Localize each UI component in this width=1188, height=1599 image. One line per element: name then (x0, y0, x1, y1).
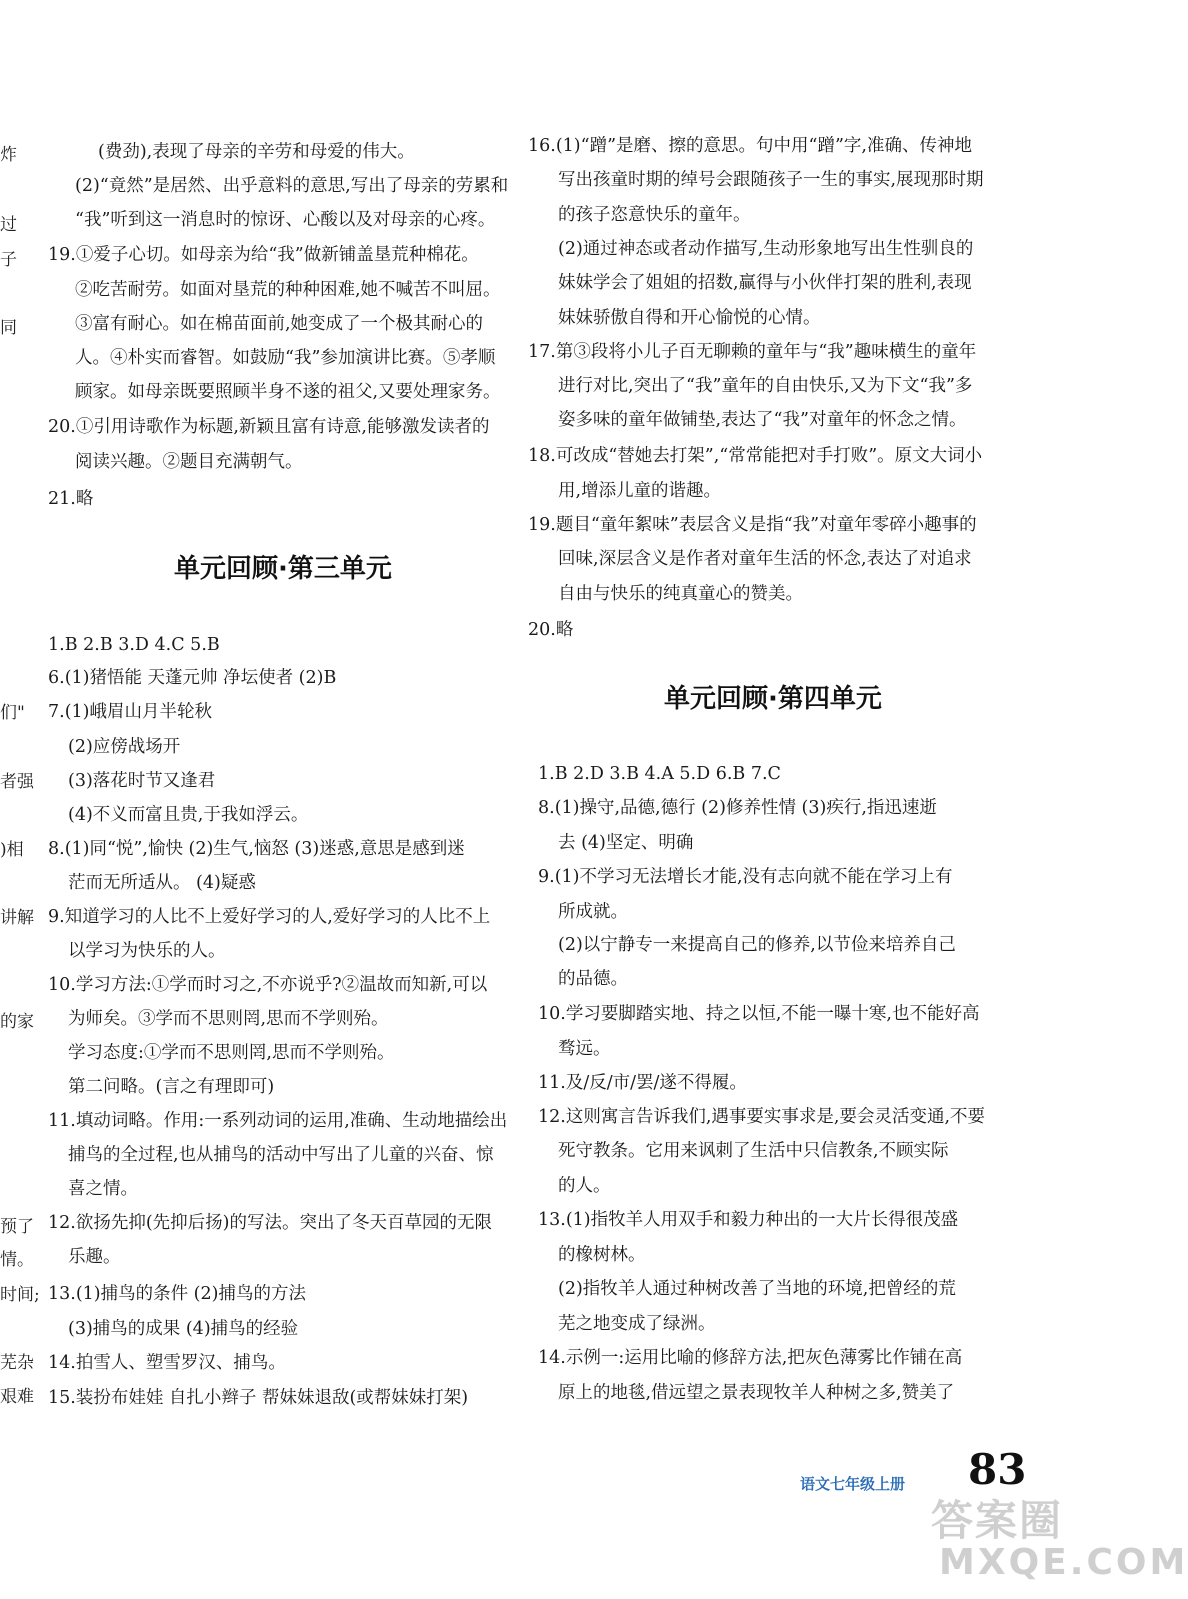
answer-line: “我”听到这一消息时的惊讶、心酸以及对母亲的心疼。 (75, 210, 496, 230)
answer-line: 学习态度:①学而不思则罔,思而不学则殆。 (68, 1043, 395, 1063)
answer-line: 的品德。 (558, 969, 628, 989)
answer-line: 以学习为快乐的人。 (68, 941, 226, 961)
edge-fragment: 们" (0, 703, 25, 723)
answer-line: 8.(1)同“悦”,愉快 (2)生气,恼怒 (3)迷惑,意思是感到迷 (48, 839, 465, 859)
answer-line: 13.(1)捕鸟的条件 (2)捕鸟的方法 (48, 1284, 306, 1304)
answer-line: 12.欲扬先抑(先抑后扬)的写法。突出了冬天百草园的无限 (48, 1213, 492, 1233)
answer-line: 阅读兴趣。②题目充满朝气。 (75, 452, 303, 472)
left-edge-cropped-text (0, 0, 40, 1599)
answer-line: 人。④朴实而睿智。如鼓励“我”参加演讲比赛。⑤孝顺 (75, 348, 496, 368)
answer-line: (3)捕鸟的成果 (4)捕鸟的经验 (68, 1319, 299, 1339)
answer-line: 12.这则寓言告诉我们,遇事要实事求是,要会灵活变通,不要 (538, 1107, 986, 1127)
edge-fragment: 过 (0, 215, 17, 235)
answer-line: 芜之地变成了绿洲。 (558, 1314, 716, 1334)
answer-line: 13.(1)指牧羊人用双手和毅力种出的一大片长得很茂盛 (538, 1210, 959, 1230)
answer-line: 18.可改成“替她去打架”,“常常能把对手打败”。原文大词小 (528, 446, 983, 466)
answer-line: (费劲),表现了母亲的辛劳和母爱的伟大。 (98, 142, 415, 162)
answer-line: 6.(1)猪悟能 天蓬元帅 净坛使者 (2)B (48, 668, 337, 688)
answer-line: 19.题目“童年絮味”表层含义是指“我”对童年零碎小趣事的 (528, 515, 977, 535)
answer-line: 10.学习方法:①学而时习之,不亦说乎?②温故而知新,可以 (48, 975, 488, 995)
answer-line: 的人。 (558, 1176, 611, 1196)
answer-line: 14.示例一:运用比喻的修辞方法,把灰色薄雾比作铺在高 (538, 1348, 963, 1368)
answer-line: 顾家。如母亲既要照顾半身不遂的祖父,又要处理家务。 (75, 382, 501, 402)
watermark-domain: MXQE.COM (939, 1542, 1188, 1583)
answer-line: 15.装扮布娃娃 自扎小辫子 帮妹妹退敌(或帮妹妹打架) (48, 1388, 469, 1408)
edge-fragment: 同 (0, 318, 17, 338)
answer-line: 11.及/反/市/罢/遂不得履。 (538, 1073, 747, 1093)
answer-line: 捕鸟的全过程,也从捕鸟的活动中写出了儿童的兴奋、惊 (68, 1145, 494, 1165)
edge-fragment: 炸 (0, 145, 17, 165)
answer-line: 骛远。 (558, 1039, 611, 1059)
answer-line: 16.(1)“蹭”是磨、擦的意思。句中用“蹭”字,准确、传神地 (528, 136, 972, 156)
edge-fragment: 者强 (0, 772, 34, 792)
edge-fragment: 预了 (0, 1217, 34, 1237)
answer-line: 19.①爱子心切。如母亲为给“我”做新铺盖垦荒种棉花。 (48, 245, 479, 265)
answer-line: 去 (4)坚定、明确 (558, 833, 694, 853)
answer-line: 14.拍雪人、塑雪罗汉、捕鸟。 (48, 1353, 286, 1373)
unit-three-heading: 单元回顾·第三单元 (174, 554, 392, 584)
answer-line: 妹妹学会了姐姐的招数,赢得与小伙伴打架的胜利,表现 (558, 273, 972, 293)
answer-line: 8.(1)操守,品德,德行 (2)修养性情 (3)疾行,指迅速逝 (538, 798, 937, 818)
edge-fragment: 的家 (0, 1012, 34, 1032)
answer-line: 妹妹骄傲自得和开心愉悦的心情。 (558, 308, 821, 328)
answer-line: (3)落花时节又逢君 (68, 771, 216, 791)
answer-line: 死守教条。它用来讽刺了生活中只信教条,不顾实际 (558, 1141, 949, 1161)
page-number: 83 (968, 1445, 1027, 1494)
answer-line: 写出孩童时期的绰号会跟随孩子一生的事实,展现那时期 (558, 170, 984, 190)
edge-fragment: 芜杂 (0, 1353, 34, 1373)
answer-line: 回味,深层含义是作者对童年生活的怀念,表达了对追求 (558, 549, 972, 569)
book-title-label: 语文七年级上册 (800, 1475, 906, 1493)
edge-fragment: 子 (0, 250, 17, 270)
answer-line: 喜之情。 (68, 1179, 138, 1199)
answer-line: 10.学习要脚踏实地、持之以恒,不能一曝十寒,也不能好高 (538, 1004, 980, 1024)
answer-line: 的孩子恣意快乐的童年。 (558, 205, 751, 225)
edge-fragment: 讲解 (0, 908, 34, 928)
edge-fragment: 情。 (0, 1250, 34, 1270)
answer-line: 1.B 2.D 3.B 4.A 5.D 6.B 7.C (538, 764, 781, 784)
answer-line: 用,增添儿童的谐趣。 (558, 481, 722, 501)
answer-line: 姿多味的童年做铺垫,表达了“我”对童年的怀念之情。 (558, 410, 967, 430)
answer-line: 乐趣。 (68, 1247, 121, 1267)
site-watermark (925, 1488, 1188, 1596)
answer-line: 茫而无所适从。 (4)疑惑 (68, 873, 256, 893)
answer-line: 的橡树林。 (558, 1245, 646, 1265)
answer-line: (2)应傍战场开 (68, 737, 181, 757)
answer-line: 进行对比,突出了“我”童年的自由快乐,又为下文“我”多 (558, 376, 973, 396)
answer-line: 第二问略。(言之有理即可) (68, 1077, 275, 1097)
answer-line: (4)不义而富且贵,于我如浮云。 (68, 805, 309, 825)
answer-line: 17.第③段将小儿子百无聊赖的童年与“我”趣味横生的童年 (528, 342, 977, 362)
answer-line: 为师矣。③学而不思则罔,思而不学则殆。 (68, 1009, 389, 1029)
answer-line: 20.①引用诗歌作为标题,新颖且富有诗意,能够激发读者的 (48, 417, 490, 437)
answer-line: 原上的地毯,借远望之景表现牧羊人种树之多,赞美了 (558, 1383, 955, 1403)
answer-line: (2)“竟然”是居然、出乎意料的意思,写出了母亲的劳累和 (75, 176, 509, 196)
answer-line: 7.(1)峨眉山月半轮秋 (48, 702, 212, 722)
answer-line: ③富有耐心。如在棉苗面前,她变成了一个极其耐心的 (75, 314, 484, 334)
answer-line: (2)指牧羊人通过种树改善了当地的环境,把曾经的荒 (558, 1279, 956, 1299)
answer-line: 9.知道学习的人比不上爱好学习的人,爱好学习的人比不上 (48, 907, 491, 927)
edge-fragment: 时间; (0, 1285, 40, 1305)
answer-line: 11.填动词略。作用:一系列动词的运用,准确、生动地描绘出 (48, 1111, 508, 1131)
edge-fragment: )相 (0, 840, 24, 860)
answer-line: 9.(1)不学习无法增长才能,没有志向就不能在学习上有 (538, 867, 953, 887)
watermark-logo-text: 答案圈 (931, 1496, 1064, 1545)
unit-four-heading: 单元回顾·第四单元 (664, 684, 882, 714)
answer-line: 20.略 (528, 620, 574, 640)
answer-line: (2)以宁静专一来提高自己的修养,以节俭来培养自己 (558, 935, 956, 955)
answer-line: 所成就。 (558, 902, 628, 922)
answer-line: (2)通过神态或者动作描写,生动形象地写出生性驯良的 (558, 239, 974, 259)
answer-line: 1.B 2.B 3.D 4.C 5.B (48, 635, 220, 655)
answer-line: 21.略 (48, 489, 94, 509)
edge-fragment: 艰难 (0, 1387, 34, 1407)
answer-line: 自由与快乐的纯真童心的赞美。 (558, 584, 803, 604)
answer-line: ②吃苦耐劳。如面对垦荒的种种困难,她不喊苦不叫屈。 (75, 280, 501, 300)
